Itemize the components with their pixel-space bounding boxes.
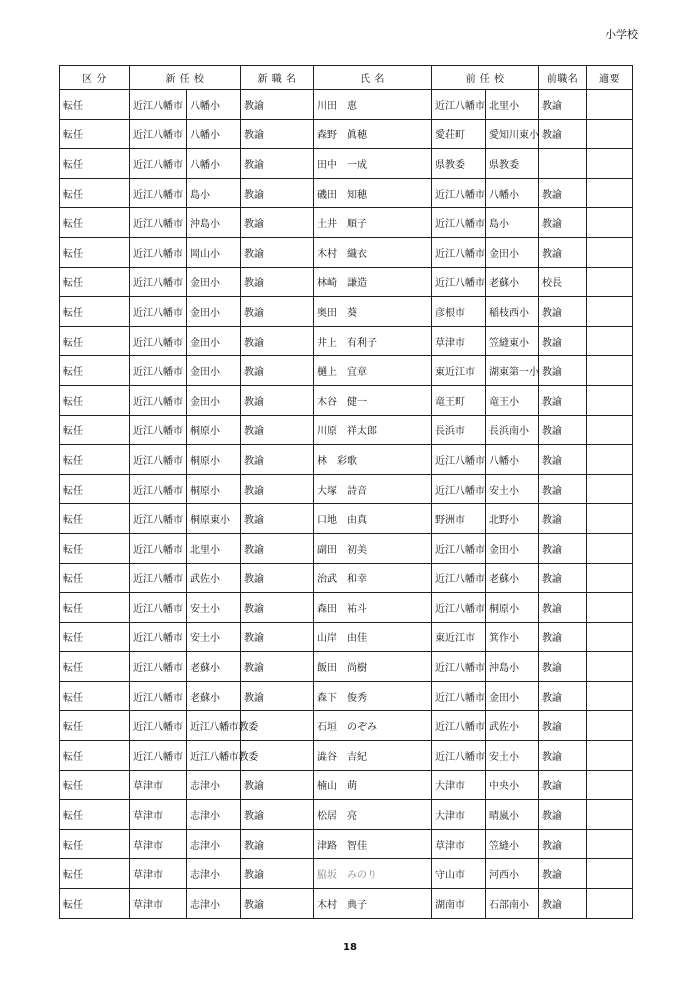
cell-name: 奥田 葵: [314, 297, 432, 327]
cell-prev-title: 教諭: [539, 237, 587, 267]
cell-new-city: 近江八幡市: [130, 149, 187, 179]
cell-new-city: 近江八幡市: [130, 356, 187, 386]
cell-new-title: 教諭: [241, 504, 314, 534]
cell-kubun: 転任: [60, 889, 130, 919]
personnel-table: [59, 65, 633, 919]
cell-kubun: 転任: [60, 622, 130, 652]
cell-prev-city: 彦根市: [432, 297, 486, 327]
cell-new-school: 金田小: [187, 326, 241, 356]
cell-prev-title: 教諭: [539, 504, 587, 534]
cell-new-title: 教諭: [241, 859, 314, 889]
cell-name: 木村 典子: [314, 889, 432, 919]
cell-new-title: 教諭: [241, 237, 314, 267]
cell-remarks: [587, 237, 633, 267]
cell-name: 木谷 健一: [314, 385, 432, 415]
cell-prev-city: 近江八幡市: [432, 681, 486, 711]
cell-prev-title: 教諭: [539, 119, 587, 149]
cell-remarks: [587, 889, 633, 919]
cell-kubun: 転任: [60, 445, 130, 475]
cell-prev-school: 島小: [486, 208, 539, 238]
table-row: [60, 889, 633, 919]
cell-prev-school: 県教委: [486, 149, 539, 179]
cell-new-school: 志津小: [187, 829, 241, 859]
cell-new-city: 草津市: [130, 800, 187, 830]
cell-prev-title: 教諭: [539, 474, 587, 504]
cell-remarks: [587, 326, 633, 356]
cell-kubun: 転任: [60, 652, 130, 682]
cell-prev-school: 桐原小: [486, 593, 539, 623]
header-new-title: 新 職 名: [241, 66, 314, 90]
cell-new-school: 安土小: [187, 622, 241, 652]
cell-name: 林崎 謙造: [314, 267, 432, 297]
cell-prev-title: 教諭: [539, 681, 587, 711]
cell-kubun: 転任: [60, 770, 130, 800]
cell-prev-city: 大津市: [432, 770, 486, 800]
table-row: [60, 652, 633, 682]
cell-prev-school: 稲枝西小: [486, 297, 539, 327]
cell-name: 樋上 宜章: [314, 356, 432, 386]
cell-prev-city: 近江八幡市: [432, 593, 486, 623]
table-row: [60, 445, 633, 475]
cell-prev-school: 老蘇小: [486, 563, 539, 593]
cell-kubun: 転任: [60, 829, 130, 859]
cell-name: 津路 智佳: [314, 829, 432, 859]
cell-new-city: 近江八幡市: [130, 178, 187, 208]
cell-prev-title: 教諭: [539, 770, 587, 800]
cell-new-city: 近江八幡市: [130, 326, 187, 356]
cell-new-school: 近江八幡市教委: [187, 711, 241, 741]
table-row: [60, 356, 633, 386]
cell-prev-school: 沖島小: [486, 652, 539, 682]
cell-name: 田中 一成: [314, 149, 432, 179]
cell-new-school: 島小: [187, 178, 241, 208]
cell-new-school: 桐原小: [187, 445, 241, 475]
cell-prev-school: 笠縫小: [486, 829, 539, 859]
table-header-row: [60, 66, 633, 90]
cell-prev-title: 教諭: [539, 415, 587, 445]
cell-name: 大塚 詩音: [314, 474, 432, 504]
cell-kubun: 転任: [60, 800, 130, 830]
cell-new-title: 教諭: [241, 178, 314, 208]
cell-name: 山岸 由佳: [314, 622, 432, 652]
cell-prev-school: 笠縫東小: [486, 326, 539, 356]
cell-remarks: [587, 563, 633, 593]
table-row: [60, 297, 633, 327]
cell-name: 林 彩歌: [314, 445, 432, 475]
cell-new-title: 教諭: [241, 593, 314, 623]
cell-kubun: 転任: [60, 237, 130, 267]
cell-prev-school: 八幡小: [486, 178, 539, 208]
cell-prev-school: 金田小: [486, 237, 539, 267]
cell-new-title: 教諭: [241, 770, 314, 800]
cell-new-title: 教諭: [241, 149, 314, 179]
cell-new-city: 近江八幡市: [130, 445, 187, 475]
cell-name: 森野 眞穂: [314, 119, 432, 149]
cell-new-school: 金田小: [187, 356, 241, 386]
cell-prev-school: 武佐小: [486, 711, 539, 741]
table-body: [60, 90, 633, 919]
cell-prev-city: 愛荘町: [432, 119, 486, 149]
cell-prev-title: 教諭: [539, 445, 587, 475]
cell-kubun: 転任: [60, 90, 130, 120]
cell-remarks: [587, 711, 633, 741]
table-row: [60, 415, 633, 445]
cell-new-city: 近江八幡市: [130, 415, 187, 445]
cell-prev-title: 教諭: [539, 90, 587, 120]
cell-name: 磯田 知穂: [314, 178, 432, 208]
header-new-post: 新 任 校: [130, 66, 241, 90]
cell-kubun: 転任: [60, 149, 130, 179]
cell-new-school: 金田小: [187, 385, 241, 415]
cell-kubun: 転任: [60, 593, 130, 623]
table-row: [60, 681, 633, 711]
cell-kubun: 転任: [60, 681, 130, 711]
table-row: [60, 90, 633, 120]
cell-prev-title: 教諭: [539, 385, 587, 415]
cell-remarks: [587, 741, 633, 771]
cell-new-city: 近江八幡市: [130, 504, 187, 534]
table-row: [60, 829, 633, 859]
cell-new-city: 近江八幡市: [130, 90, 187, 120]
cell-prev-title: 教諭: [539, 297, 587, 327]
cell-prev-title: 教諭: [539, 533, 587, 563]
cell-prev-title: 教諭: [539, 859, 587, 889]
cell-name: 川田 恵: [314, 90, 432, 120]
cell-new-title: 教諭: [241, 563, 314, 593]
cell-remarks: [587, 415, 633, 445]
cell-new-school: 老蘇小: [187, 681, 241, 711]
cell-kubun: 転任: [60, 119, 130, 149]
header-name: 氏 名: [314, 66, 432, 90]
cell-prev-title: 教諭: [539, 208, 587, 238]
table-row: [60, 178, 633, 208]
cell-remarks: [587, 267, 633, 297]
cell-kubun: 転任: [60, 415, 130, 445]
cell-new-city: 草津市: [130, 859, 187, 889]
section-label: 小学校: [605, 28, 638, 41]
table-row: [60, 385, 633, 415]
cell-new-title: 教諭: [241, 385, 314, 415]
cell-prev-title: 教諭: [539, 356, 587, 386]
cell-new-school: 金田小: [187, 297, 241, 327]
cell-name: 副田 初美: [314, 533, 432, 563]
cell-prev-school: 中央小: [486, 770, 539, 800]
cell-new-city: 草津市: [130, 829, 187, 859]
cell-new-school: 志津小: [187, 859, 241, 889]
cell-name: 石垣 のぞみ: [314, 711, 432, 741]
cell-name: 飯田 尚樹: [314, 652, 432, 682]
cell-prev-city: 近江八幡市: [432, 267, 486, 297]
cell-new-school: 金田小: [187, 267, 241, 297]
cell-new-title: 教諭: [241, 622, 314, 652]
table-row: [60, 741, 633, 771]
cell-new-title: 教諭: [241, 90, 314, 120]
cell-name: 治武 和幸: [314, 563, 432, 593]
cell-kubun: 転任: [60, 356, 130, 386]
cell-prev-city: 東近江市: [432, 622, 486, 652]
header-remarks: 適要: [587, 66, 633, 90]
cell-new-school: 桐原小: [187, 474, 241, 504]
cell-remarks: [587, 622, 633, 652]
cell-kubun: 転任: [60, 711, 130, 741]
cell-new-title: 教諭: [241, 652, 314, 682]
cell-prev-city: 長浜市: [432, 415, 486, 445]
cell-new-school: 桐原小: [187, 415, 241, 445]
cell-prev-title: 教諭: [539, 622, 587, 652]
cell-new-school: 老蘇小: [187, 652, 241, 682]
cell-prev-school: 愛知川東小: [486, 119, 539, 149]
cell-prev-city: 守山市: [432, 859, 486, 889]
cell-new-school: 安土小: [187, 593, 241, 623]
cell-new-school: 志津小: [187, 770, 241, 800]
cell-prev-school: 北里小: [486, 90, 539, 120]
cell-remarks: [587, 859, 633, 889]
cell-new-city: 近江八幡市: [130, 474, 187, 504]
cell-name: 松居 亮: [314, 800, 432, 830]
cell-new-city: 近江八幡市: [130, 652, 187, 682]
cell-prev-city: 草津市: [432, 326, 486, 356]
cell-prev-city: 近江八幡市: [432, 533, 486, 563]
cell-kubun: 転任: [60, 178, 130, 208]
cell-new-title: 教諭: [241, 533, 314, 563]
cell-prev-school: 安土小: [486, 474, 539, 504]
cell-remarks: [587, 149, 633, 179]
table-row: [60, 267, 633, 297]
cell-kubun: 転任: [60, 504, 130, 534]
cell-name: 土井 順子: [314, 208, 432, 238]
cell-kubun: 転任: [60, 859, 130, 889]
cell-remarks: [587, 504, 633, 534]
cell-new-city: 草津市: [130, 770, 187, 800]
header-kubun: 区 分: [60, 66, 130, 90]
cell-kubun: 転任: [60, 297, 130, 327]
cell-prev-school: 金田小: [486, 533, 539, 563]
cell-prev-title: 教諭: [539, 889, 587, 919]
cell-prev-school: 晴嵐小: [486, 800, 539, 830]
cell-prev-title: 教諭: [539, 741, 587, 771]
table-row: [60, 237, 633, 267]
cell-prev-city: 近江八幡市: [432, 208, 486, 238]
cell-new-city: 近江八幡市: [130, 563, 187, 593]
cell-prev-title: 教諭: [539, 563, 587, 593]
cell-new-city: 近江八幡市: [130, 622, 187, 652]
cell-prev-school: 老蘇小: [486, 267, 539, 297]
cell-new-school: 北里小: [187, 533, 241, 563]
cell-new-city: 近江八幡市: [130, 119, 187, 149]
cell-prev-city: 草津市: [432, 829, 486, 859]
page-number: 18: [343, 942, 357, 953]
cell-prev-school: 八幡小: [486, 445, 539, 475]
cell-new-title: 教諭: [241, 267, 314, 297]
cell-remarks: [587, 593, 633, 623]
cell-prev-title: 教諭: [539, 829, 587, 859]
cell-new-school: 志津小: [187, 889, 241, 919]
cell-prev-city: 湖南市: [432, 889, 486, 919]
cell-prev-city: 近江八幡市: [432, 741, 486, 771]
cell-prev-school: 石部南小: [486, 889, 539, 919]
cell-prev-city: 近江八幡市: [432, 178, 486, 208]
cell-kubun: 転任: [60, 326, 130, 356]
cell-new-title: 教諭: [241, 445, 314, 475]
cell-prev-city: 野洲市: [432, 504, 486, 534]
cell-name: 森下 俊秀: [314, 681, 432, 711]
cell-remarks: [587, 829, 633, 859]
cell-name: 木村 織衣: [314, 237, 432, 267]
cell-prev-school: 長浜南小: [486, 415, 539, 445]
cell-new-title: 教諭: [241, 889, 314, 919]
cell-prev-title: 教諭: [539, 593, 587, 623]
table-row: [60, 593, 633, 623]
cell-new-title: 教諭: [241, 119, 314, 149]
cell-new-school: 八幡小: [187, 90, 241, 120]
cell-new-title: 教諭: [241, 356, 314, 386]
cell-new-city: 草津市: [130, 889, 187, 919]
cell-new-title: 教諭: [241, 415, 314, 445]
cell-new-title: 教諭: [241, 297, 314, 327]
cell-new-title: 教諭: [241, 681, 314, 711]
table-row: [60, 859, 633, 889]
cell-new-title: 教諭: [241, 829, 314, 859]
cell-name: 澁谷 吉紀: [314, 741, 432, 771]
cell-kubun: 転任: [60, 267, 130, 297]
cell-new-school: 武佐小: [187, 563, 241, 593]
table-row: [60, 504, 633, 534]
cell-remarks: [587, 119, 633, 149]
table-row: [60, 208, 633, 238]
cell-new-city: 近江八幡市: [130, 208, 187, 238]
cell-prev-city: 近江八幡市: [432, 90, 486, 120]
table-row: [60, 800, 633, 830]
cell-name: 口地 由真: [314, 504, 432, 534]
table-row: [60, 533, 633, 563]
cell-remarks: [587, 297, 633, 327]
cell-prev-title: 校長: [539, 267, 587, 297]
cell-remarks: [587, 800, 633, 830]
cell-kubun: 転任: [60, 563, 130, 593]
cell-name: 楠山 萌: [314, 770, 432, 800]
cell-new-title: 教諭: [241, 208, 314, 238]
cell-prev-title: 教諭: [539, 800, 587, 830]
cell-name: 川原 祥太郎: [314, 415, 432, 445]
cell-new-school: 沖島小: [187, 208, 241, 238]
cell-new-school: 岡山小: [187, 237, 241, 267]
table-row: [60, 711, 633, 741]
cell-prev-school: 北野小: [486, 504, 539, 534]
cell-prev-city: 近江八幡市: [432, 711, 486, 741]
table-row: [60, 119, 633, 149]
cell-kubun: 転任: [60, 741, 130, 771]
cell-new-city: 近江八幡市: [130, 533, 187, 563]
cell-prev-city: 近江八幡市: [432, 445, 486, 475]
cell-new-city: 近江八幡市: [130, 711, 187, 741]
cell-remarks: [587, 385, 633, 415]
cell-kubun: 転任: [60, 385, 130, 415]
cell-remarks: [587, 533, 633, 563]
cell-remarks: [587, 474, 633, 504]
cell-new-city: 近江八幡市: [130, 267, 187, 297]
cell-prev-title: [539, 149, 587, 179]
cell-new-city: 近江八幡市: [130, 385, 187, 415]
cell-name: 森田 祐斗: [314, 593, 432, 623]
cell-prev-school: 湖東第一小: [486, 356, 539, 386]
cell-new-city: 近江八幡市: [130, 593, 187, 623]
cell-name: 脇坂 みのり: [314, 859, 432, 889]
cell-prev-title: 教諭: [539, 652, 587, 682]
cell-prev-city: 近江八幡市: [432, 563, 486, 593]
cell-kubun: 転任: [60, 474, 130, 504]
cell-prev-city: 近江八幡市: [432, 652, 486, 682]
cell-remarks: [587, 652, 633, 682]
cell-prev-school: 箕作小: [486, 622, 539, 652]
cell-name: 井上 有利子: [314, 326, 432, 356]
cell-remarks: [587, 445, 633, 475]
cell-new-school: 近江八幡市教委: [187, 741, 241, 771]
cell-new-city: 近江八幡市: [130, 297, 187, 327]
cell-prev-title: 教諭: [539, 178, 587, 208]
cell-new-city: 近江八幡市: [130, 681, 187, 711]
cell-prev-school: 河西小: [486, 859, 539, 889]
table-row: [60, 326, 633, 356]
cell-prev-school: 竜王小: [486, 385, 539, 415]
cell-new-school: 八幡小: [187, 119, 241, 149]
cell-new-school: 桐原東小: [187, 504, 241, 534]
cell-remarks: [587, 770, 633, 800]
cell-prev-title: 教諭: [539, 326, 587, 356]
cell-prev-school: 安土小: [486, 741, 539, 771]
header-prev-post: 前 任 校: [432, 66, 539, 90]
cell-remarks: [587, 208, 633, 238]
cell-new-title: 教諭: [241, 800, 314, 830]
cell-prev-city: 近江八幡市: [432, 237, 486, 267]
cell-prev-school: 金田小: [486, 681, 539, 711]
cell-remarks: [587, 356, 633, 386]
cell-prev-title: 教諭: [539, 711, 587, 741]
header-prev-title: 前職名: [539, 66, 587, 90]
cell-new-school: 八幡小: [187, 149, 241, 179]
table-row: [60, 474, 633, 504]
cell-new-school: 志津小: [187, 800, 241, 830]
cell-prev-city: 大津市: [432, 800, 486, 830]
cell-prev-city: 近江八幡市: [432, 474, 486, 504]
cell-remarks: [587, 178, 633, 208]
table-row: [60, 770, 633, 800]
cell-prev-city: 東近江市: [432, 356, 486, 386]
cell-new-city: 近江八幡市: [130, 237, 187, 267]
table-row: [60, 149, 633, 179]
cell-prev-city: 竜王町: [432, 385, 486, 415]
cell-prev-city: 県教委: [432, 149, 486, 179]
cell-remarks: [587, 90, 633, 120]
cell-new-city: 近江八幡市: [130, 741, 187, 771]
table-row: [60, 622, 633, 652]
cell-kubun: 転任: [60, 208, 130, 238]
cell-kubun: 転任: [60, 533, 130, 563]
cell-new-title: 教諭: [241, 326, 314, 356]
table-row: [60, 563, 633, 593]
cell-new-title: 教諭: [241, 474, 314, 504]
cell-remarks: [587, 681, 633, 711]
